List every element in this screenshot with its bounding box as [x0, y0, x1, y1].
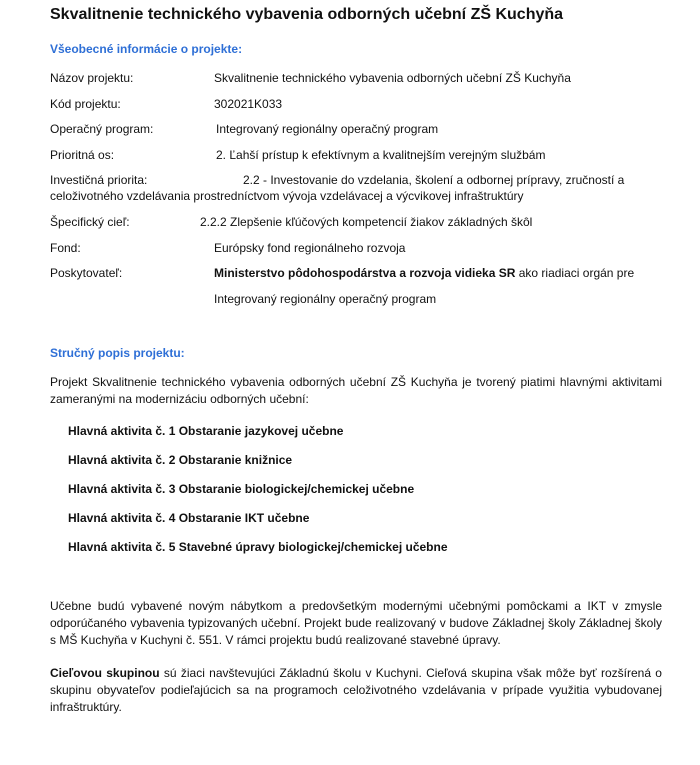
target-group-paragraph — [50, 665, 662, 716]
activity-item-4: Hlavná aktivita č. 4 Obstaranie IKT učebne — [68, 511, 310, 525]
field-label: Názov projektu: — [50, 71, 134, 85]
field-value: 2.2 - Investovanie do vzdelania, školení a odbornej prípravy, zručností a — [243, 173, 625, 187]
target-group-label: Cieľovou skupinou — [50, 666, 160, 680]
intro-paragraph: Projekt Skvalitnenie technického vybavenia odborných učební ZŠ Kuchyňa je tvorený piatimi hlavnými aktivitami zameranými na modernizáciu odborných učební: — [50, 375, 662, 406]
field-label: Fond: — [50, 241, 81, 255]
field-value: Integrovaný regionálny operačný program — [216, 122, 439, 136]
document-title: Skvalitnenie technického vybavenia odborných učební ZŠ Kuchyňa — [50, 6, 564, 23]
activity-item-1: Hlavná aktivita č. 1 Obstaranie jazykovej učebne — [68, 424, 344, 438]
summary-heading: Stručný popis projektu: — [50, 346, 185, 360]
field-value: Európsky fond regionálneho rozvoja — [214, 241, 406, 255]
activity-item-5: Hlavná aktivita č. 5 Stavebné úpravy biologickej/chemickej učebne — [68, 540, 448, 554]
field-value: Skvalitnenie technického vybavenia odborných učební ZŠ Kuchyňa — [214, 71, 571, 85]
activity-item-3: Hlavná aktivita č. 3 Obstaranie biologickej/chemickej učebne — [68, 482, 415, 496]
field-value: 2. Ľahší prístup k efektívnym a kvalitnejším verejným službám — [216, 148, 546, 162]
activity-item-2: Hlavná aktivita č. 2 Obstaranie knižnice — [68, 453, 293, 467]
equipment-paragraph: Učebne budú vybavené novým nábytkom a predovšetkým modernými učebnými pomôckami a IKT v zmysle odporúčaného vybavenia typizovaných učební. Projekt bude realizovaný v budove Základnej školy Základnej školy s MŠ Kuchyňa v Kuchyni č. 551. V rámci projektu budú realizované stavebné úpravy. — [50, 599, 662, 647]
field-label: Operačný program: — [50, 122, 154, 136]
field-value: 302021K033 — [214, 97, 283, 111]
field-label: Investičná priorita: — [50, 173, 148, 187]
field-value-continuation: Integrovaný regionálny operačný program — [214, 292, 437, 306]
field-value: 2.2.2 Zlepšenie kľúčových kompetencií žiakov základných škôl — [200, 215, 533, 229]
field-label: Kód projektu: — [50, 97, 121, 111]
field-label: Poskytovateľ: — [50, 266, 123, 280]
general-info-heading: Všeobecné informácie o projekte: — [50, 42, 243, 56]
field-label: Špecifický cieľ: — [50, 215, 130, 229]
provider-name: Ministerstvo pôdohospodárstva a rozvoja vidieka SR — [214, 266, 516, 280]
provider-role: ako riadiaci orgán pre — [515, 266, 635, 280]
field-value — [214, 265, 634, 281]
target-group-text: sú žiaci navštevujúci Základnú školu v Kuchyni. Cieľová skupina však môže byť rozšírená o skupinu obyvateľov podieľajúcich sa na programoch celoživotného vzdelávania v prípade využitia vybudovanej infraštruktúry. — [50, 666, 662, 714]
field-value-continuation: celoživotného vzdelávania prostredníctvom vývoja vzdelávacej a výcvikovej infraštruktúry — [50, 189, 524, 203]
field-label: Prioritná os: — [50, 148, 115, 162]
